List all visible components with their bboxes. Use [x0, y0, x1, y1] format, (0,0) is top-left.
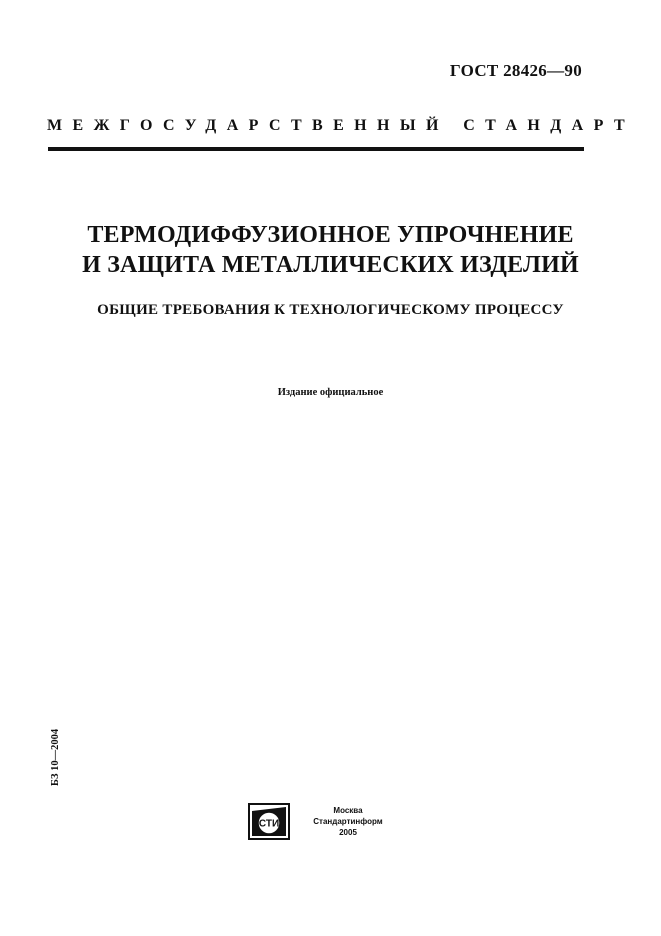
title-line-2: И ЗАЩИТА МЕТАЛЛИЧЕСКИХ ИЗДЕЛИЙ	[82, 252, 579, 278]
edition-label: Издание официальное	[277, 387, 384, 398]
publisher-info	[303, 805, 393, 838]
publisher-name: Стандартинформ	[313, 817, 383, 826]
document-title	[0, 220, 661, 280]
title-line-1: ТЕРМОДИФФУЗИОННОЕ УПРОЧНЕНИЕ	[87, 222, 574, 248]
logo-text: СТИ	[258, 818, 280, 830]
publisher-city: Москва	[333, 806, 363, 815]
header-divider	[48, 147, 584, 151]
document-subtitle: ОБЩИЕ ТРЕБОВАНИЯ К ТЕХНОЛОГИЧЕСКОМУ ПРОЦЕССУ	[97, 302, 564, 318]
gost-number: ГОСТ 28426—90	[449, 61, 582, 80]
standard-type-heading: МЕЖГОСУДАРСТВЕННЫЙ СТАНДАРТ	[47, 117, 636, 134]
publisher-year: 2005	[339, 828, 357, 837]
standartinform-logo-icon	[248, 803, 290, 840]
vertical-code-label: БЗ 10—2004	[50, 728, 61, 786]
